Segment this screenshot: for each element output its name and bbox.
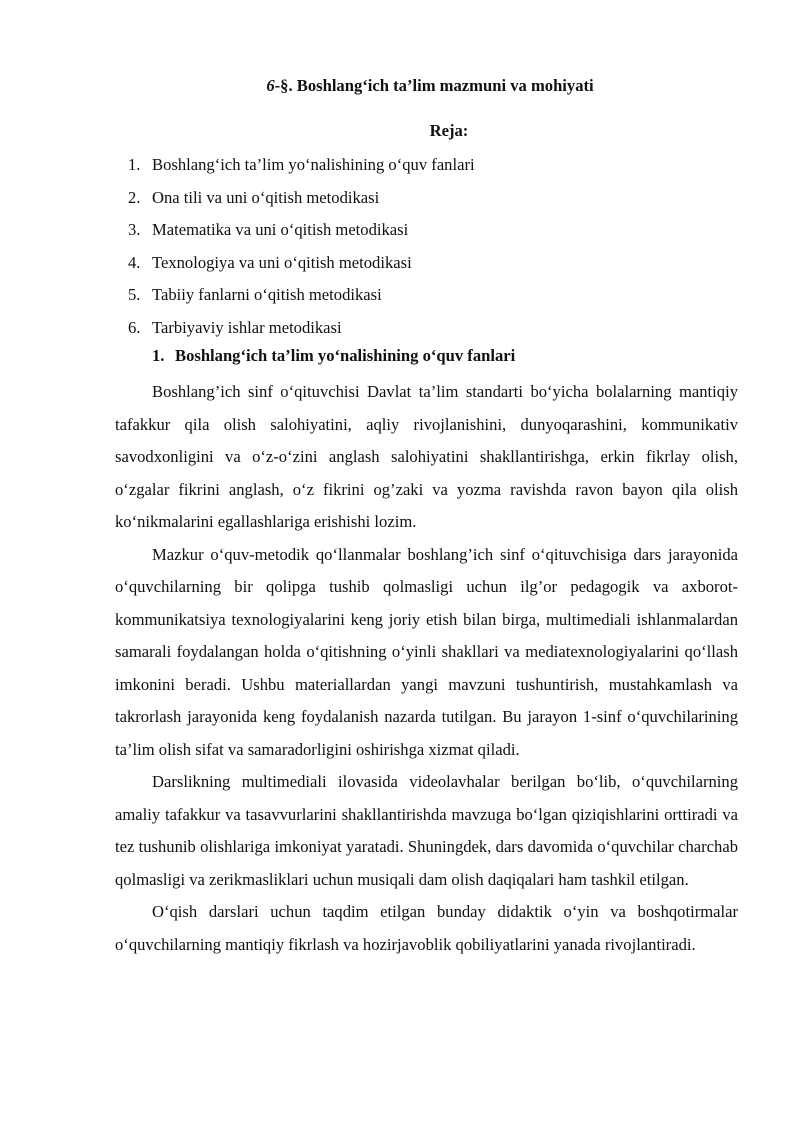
plan-item [128, 152, 475, 185]
plan-item-number: 1. [128, 155, 141, 174]
plan-item-number: 6. [128, 317, 141, 337]
plan-item [128, 185, 475, 218]
plan-heading: Reja: [429, 121, 469, 140]
body-text [115, 376, 738, 961]
plan-item-number: 5. [128, 285, 141, 304]
paragraph: Darslikning multimediali ilovasida videolavhalar berilgan bo‘lib, o‘quvchilarning amaliy tafakkur va tasavvurlarini shakllantirishda mavzuga bo‘lgan qiziqishlarini orttiradi va tez tushunib olishlariga imkoniyat yaratadi. Shuningdek, dars davomida o‘quvchilar charchab qolmasligi va zerikmasliklari uchun musiqali dam olish daqiqalari ham tashkil etilgan. [115, 772, 738, 889]
plan-item-text: Ona tili va uni o‘qitish metodikasi [152, 187, 380, 207]
section-number: 6 [266, 76, 275, 95]
page-title [0, 76, 800, 96]
plan-item [128, 315, 475, 348]
plan-item-text: Tabiiy fanlarni o‘qitish metodikasi [152, 285, 382, 304]
plan-item-text: Texnologiya va uni o‘qitish metodikasi [152, 252, 412, 272]
plan-item-number: 2. [128, 187, 141, 207]
paragraph: Boshlang’ich sinf o‘qituvchisi Davlat ta’lim standarti bo‘yicha bolalarning mantiqiy tafakkur qila olish salohiyatini, aqliy rivojlanishini, dunyoqarashini, kommunikativ savodxonligini va o‘z-o‘zini anglash salohiyatini shakllantirishga, erkin fikrlay olish, o‘zgalar fikrini anglash, o‘z fikrini og’zaki va yozma ravishda ravon bayon qila olish ko‘nikmalarini egallashlariga erishishi lozim. [115, 382, 738, 531]
paragraph: Mazkur o‘quv-metodik qo‘llanmalar boshlang’ich sinf o‘qituvchisiga dars jarayonida o‘quvchilarning bir qolipga tushib qolmasligi uchun ilg’or pedagogik va axborot-kommunikatsiya texnologiyalarini keng joriy etish bilan birga, multimediali ishlanmalardan samarali foydalangan holda o‘qitishning o‘yinli shakllari va mediatexnologiyalarini qo‘llash imkonini beradi. Ushbu materiallardan yangi mavzuni tushuntirish, mustahkamlash va takrorlash jarayonida keng foydalanish nazarda tutilgan. Bu jarayon 1-sinf o‘quvchilarining ta’lim olish sifat va samaradorligini oshirishga xizmat qiladi. [115, 544, 738, 759]
section-heading-text: Boshlang‘ich ta’lim yo‘nalishining o‘quv fanlari [175, 346, 516, 365]
plan-item-text: Boshlang‘ich ta’lim yo‘nalishining o‘quv fanlari [152, 155, 475, 174]
section-heading-number: 1. [152, 346, 165, 365]
section-heading [152, 346, 515, 366]
plan-list [128, 152, 475, 347]
plan-item-number: 4. [128, 252, 141, 272]
plan-item-text: Tarbiyaviy ishlar metodikasi [152, 317, 342, 337]
plan-item [128, 217, 475, 250]
plan-item-text: Matematika va uni o‘qitish metodikasi [152, 220, 409, 239]
plan-item-number: 3. [128, 220, 141, 239]
paragraph: O‘qish darslari uchun taqdim etilgan bunday didaktik o‘yin va boshqotirmalar o‘quvchilarning mantiqiy fikrlash va hozirjavoblik qobiliyatlarini yanada rivojlantiradi. [115, 902, 738, 954]
plan-item [128, 282, 475, 315]
title-text: -§. Boshlang‘ich ta’lim mazmuni va mohiyati [274, 76, 594, 95]
plan-item [128, 250, 475, 283]
